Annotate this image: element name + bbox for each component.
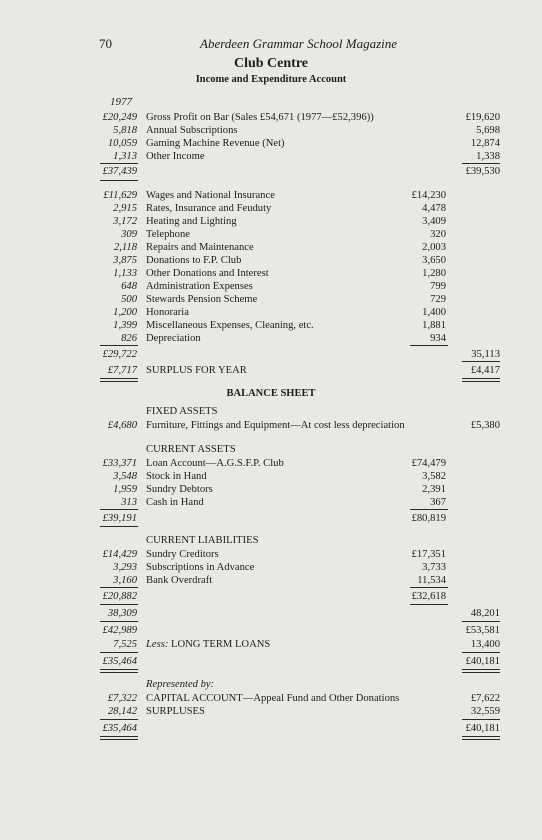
item-description: Sundry Debtors bbox=[146, 484, 213, 495]
double-rule bbox=[100, 378, 138, 382]
rule bbox=[410, 604, 448, 605]
page-subtitle: Income and Expenditure Account bbox=[195, 74, 347, 85]
fixed-assets-heading: FIXED ASSETS bbox=[146, 406, 218, 417]
mid-value: 3,650 bbox=[422, 255, 446, 266]
net-current-total: 48,201 bbox=[470, 608, 500, 619]
item-description: CAPITAL ACCOUNT—Appeal Fund and Other Donations bbox=[146, 693, 400, 704]
income-row bbox=[0, 150, 542, 163]
mid-value: 934 bbox=[430, 333, 446, 344]
liability-row bbox=[0, 561, 542, 574]
item-description: SURPLUSES bbox=[146, 706, 205, 717]
expense-row bbox=[0, 293, 542, 306]
expense-row bbox=[0, 319, 542, 332]
mid-value: 729 bbox=[430, 294, 446, 305]
prior-value: £20,249 bbox=[102, 112, 137, 123]
prior-value: 5,818 bbox=[113, 125, 137, 136]
prior-value: 313 bbox=[121, 497, 137, 508]
surplus-row bbox=[0, 364, 542, 377]
rule bbox=[100, 587, 138, 588]
total-value: 12,874 bbox=[470, 138, 500, 149]
mid-value: 2,391 bbox=[422, 484, 446, 495]
mid-value: 1,881 bbox=[422, 320, 446, 331]
double-rule bbox=[100, 669, 138, 673]
balance-sheet-title: BALANCE SHEET bbox=[226, 388, 316, 399]
item-description: Subscriptions in Advance bbox=[146, 562, 255, 573]
prior-value: 28,142 bbox=[107, 706, 137, 717]
income-total-row bbox=[0, 165, 542, 178]
item-description: Administration Expenses bbox=[146, 281, 253, 292]
prior-value: 1,399 bbox=[113, 320, 137, 331]
item-description: LONG TERM LOANS bbox=[171, 639, 271, 650]
mid-value: £17,351 bbox=[411, 549, 446, 560]
income-row bbox=[0, 124, 542, 137]
prior-value: 500 bbox=[121, 294, 137, 305]
item-description: Other Income bbox=[146, 151, 205, 162]
net-total: £40,181 bbox=[465, 656, 500, 667]
rule bbox=[100, 621, 138, 622]
prior-value: 1,959 bbox=[113, 484, 137, 495]
rule bbox=[410, 587, 448, 588]
prior-value: 1,313 bbox=[113, 151, 137, 162]
mid-value: 3,582 bbox=[422, 471, 446, 482]
income-row bbox=[0, 111, 542, 124]
represented-total: £40,181 bbox=[465, 723, 500, 734]
prior-value: 1,200 bbox=[113, 307, 137, 318]
prior-value: £33,371 bbox=[102, 458, 137, 469]
total-value: 5,698 bbox=[476, 125, 500, 136]
item-description: SURPLUS FOR YEAR bbox=[146, 365, 247, 376]
expense-row bbox=[0, 241, 542, 254]
prior-value: £11,629 bbox=[103, 190, 137, 201]
prior-total: £39,191 bbox=[102, 513, 137, 524]
item-description: Repairs and Maintenance bbox=[146, 242, 254, 253]
prior-total: £29,722 bbox=[102, 349, 137, 360]
item-description: Cash in Hand bbox=[146, 497, 204, 508]
prior-value: 1,133 bbox=[113, 268, 137, 279]
prior-value: 10,059 bbox=[107, 138, 137, 149]
current-assets-total: £80,819 bbox=[411, 513, 446, 524]
total-value: £19,620 bbox=[465, 112, 500, 123]
total-value: 1,338 bbox=[476, 151, 500, 162]
mid-value: £14,230 bbox=[411, 190, 446, 201]
mid-value: 2,003 bbox=[422, 242, 446, 253]
total-value: 32,559 bbox=[470, 706, 500, 717]
expense-row bbox=[0, 306, 542, 319]
rule bbox=[100, 652, 138, 653]
current-assets-total-row bbox=[0, 512, 542, 525]
item-description: Bank Overdraft bbox=[146, 575, 213, 586]
expense-row bbox=[0, 280, 542, 293]
surplus-total: £4,417 bbox=[470, 365, 500, 376]
item-description: Donations to F.P. Club bbox=[146, 255, 242, 266]
represented-total-row bbox=[0, 722, 542, 735]
prior-value: 38,309 bbox=[107, 608, 137, 619]
rule bbox=[100, 180, 138, 181]
asset-row bbox=[0, 483, 542, 496]
item-description: Gaming Machine Revenue (Net) bbox=[146, 138, 285, 149]
rule bbox=[100, 604, 138, 605]
mid-value: 367 bbox=[430, 497, 446, 508]
expense-row bbox=[0, 215, 542, 228]
mid-value: 320 bbox=[430, 229, 446, 240]
asset-row bbox=[0, 457, 542, 470]
less-label: Less: bbox=[146, 639, 169, 650]
expenses-total-row bbox=[0, 348, 542, 361]
represented-row bbox=[0, 692, 542, 705]
total-value: £5,380 bbox=[470, 420, 500, 431]
rule bbox=[462, 652, 500, 653]
current-liabilities-heading: CURRENT LIABILITIES bbox=[146, 535, 259, 546]
prior-value: 2,915 bbox=[113, 203, 137, 214]
prior-value: 309 bbox=[121, 229, 137, 240]
liability-row bbox=[0, 574, 542, 587]
rule bbox=[410, 345, 448, 346]
income-row bbox=[0, 137, 542, 150]
prior-value: £42,989 bbox=[102, 625, 137, 636]
loans-row bbox=[0, 638, 542, 651]
prior-value: 3,160 bbox=[113, 575, 137, 586]
current-assets-heading: CURRENT ASSETS bbox=[146, 444, 236, 455]
rule bbox=[462, 719, 500, 720]
current-liabilities-total-row bbox=[0, 590, 542, 603]
item-description: Gross Profit on Bar (Sales £54,671 (1977—£52,396)) bbox=[146, 112, 374, 123]
item-description: Loan Account—A.G.S.F.P. Club bbox=[146, 458, 284, 469]
prior-value: 648 bbox=[121, 281, 137, 292]
expense-row bbox=[0, 202, 542, 215]
mid-value: 3,409 bbox=[422, 216, 446, 227]
double-rule bbox=[462, 736, 500, 740]
expense-row bbox=[0, 267, 542, 280]
prior-value: £7,322 bbox=[107, 693, 137, 704]
expense-row bbox=[0, 332, 542, 345]
item-description: Depreciation bbox=[146, 333, 201, 344]
item-description: Wages and National Insurance bbox=[146, 190, 275, 201]
page-number: 70 bbox=[99, 36, 112, 51]
prior-value: 7,525 bbox=[113, 639, 137, 650]
loans-total: 13,400 bbox=[470, 639, 500, 650]
prior-value: 826 bbox=[121, 333, 137, 344]
mid-value: 1,400 bbox=[422, 307, 446, 318]
expense-row bbox=[0, 254, 542, 267]
mid-value: 3,733 bbox=[422, 562, 446, 573]
rule bbox=[462, 621, 500, 622]
item-description: Stock in Hand bbox=[146, 471, 207, 482]
item-description: Furniture, Fittings and Equipment—At cost less depreciation bbox=[146, 420, 405, 431]
rule bbox=[100, 509, 138, 510]
asset-row bbox=[0, 496, 542, 509]
prior-value: 3,875 bbox=[113, 255, 137, 266]
prior-total: £35,464 bbox=[102, 656, 137, 667]
double-rule bbox=[462, 378, 500, 382]
fixed-assets-row bbox=[0, 419, 542, 432]
item-description: Sundry Creditors bbox=[146, 549, 219, 560]
rule bbox=[410, 509, 448, 510]
prior-total: £20,882 bbox=[102, 591, 137, 602]
running-head: Aberdeen Grammar School Magazine bbox=[200, 36, 398, 51]
prior-value: 2,118 bbox=[113, 242, 137, 253]
page-title: Club Centre bbox=[233, 56, 309, 71]
item-description: Annual Subscriptions bbox=[146, 125, 238, 136]
double-rule bbox=[462, 669, 500, 673]
combined-row bbox=[0, 624, 542, 637]
prior-value: £14,429 bbox=[102, 549, 137, 560]
income-total: £39,530 bbox=[465, 166, 500, 177]
mid-value: 11,534 bbox=[417, 575, 446, 586]
represented-by-heading: Represented by: bbox=[146, 679, 215, 690]
combined-total: £53,581 bbox=[465, 625, 500, 636]
total-value: £7,622 bbox=[470, 693, 500, 704]
asset-row bbox=[0, 470, 542, 483]
item-description: Miscellaneous Expenses, Cleaning, etc. bbox=[146, 320, 314, 331]
net-current-row bbox=[0, 607, 542, 620]
rule bbox=[100, 526, 138, 527]
prior-value: £4,680 bbox=[107, 420, 137, 431]
mid-value: 1,280 bbox=[422, 268, 446, 279]
represented-row bbox=[0, 705, 542, 718]
expense-row bbox=[0, 189, 542, 202]
prior-value: 3,172 bbox=[113, 216, 137, 227]
current-liabilities-total: £32,618 bbox=[411, 591, 446, 602]
item-description: Honoraria bbox=[146, 307, 189, 318]
prior-value: £7,717 bbox=[107, 365, 137, 376]
mid-value: £74,479 bbox=[411, 458, 446, 469]
rule bbox=[462, 163, 500, 164]
prior-value: 3,548 bbox=[113, 471, 137, 482]
item-description: Stewards Pension Scheme bbox=[146, 294, 258, 305]
rule bbox=[462, 361, 500, 362]
prior-year-label: 1977 bbox=[110, 96, 132, 108]
prior-value: 3,293 bbox=[113, 562, 137, 573]
liability-row bbox=[0, 548, 542, 561]
prior-total: £35,464 bbox=[102, 723, 137, 734]
item-description: Heating and Lighting bbox=[146, 216, 237, 227]
mid-value: 4,478 bbox=[422, 203, 446, 214]
expense-row bbox=[0, 228, 542, 241]
rule bbox=[100, 345, 138, 346]
rule bbox=[100, 719, 138, 720]
item-description: Other Donations and Interest bbox=[146, 268, 269, 279]
item-description: Rates, Insurance and Feuduty bbox=[146, 203, 272, 214]
net-total-row bbox=[0, 655, 542, 668]
rule bbox=[100, 163, 138, 164]
expenses-total: 35,113 bbox=[471, 349, 500, 360]
prior-total: £37,439 bbox=[102, 166, 137, 177]
mid-value: 799 bbox=[430, 281, 446, 292]
double-rule bbox=[100, 736, 138, 740]
item-description: Telephone bbox=[146, 229, 190, 240]
